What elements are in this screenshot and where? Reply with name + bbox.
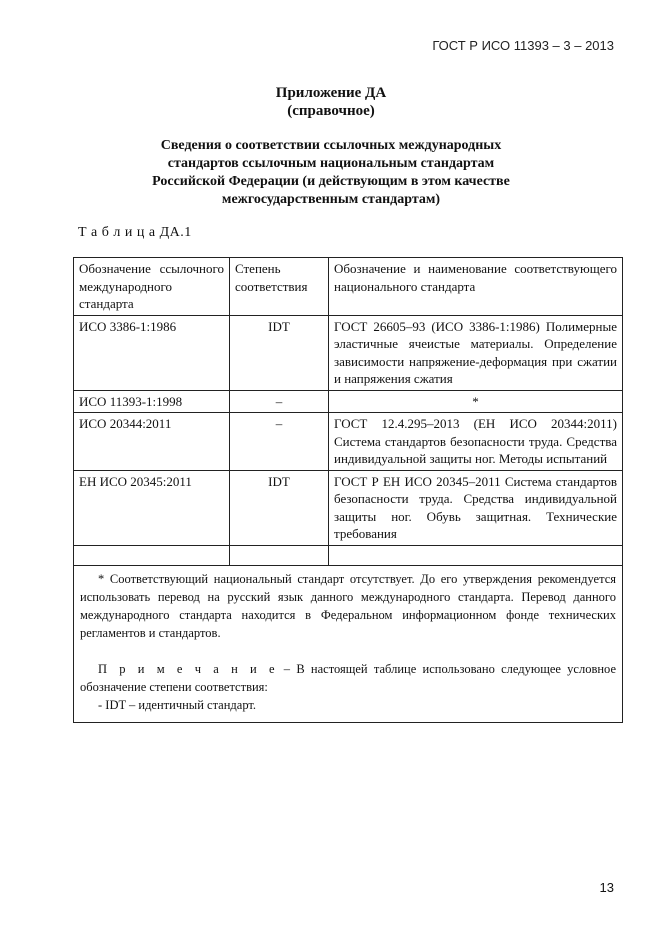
appendix-subtitle: (справочное)	[287, 103, 375, 119]
appendix-heading	[0, 84, 662, 120]
cell-national: ГОСТ 26605–93 (ИСО 3386-1:1986) Полимерные эластичные ячеистые материалы. Определение зависимости напряжение-деформация при сжатии и напряжения сжатия	[329, 315, 623, 390]
header-cell-degree: Степень соответствия	[230, 258, 329, 316]
table-row	[74, 390, 623, 413]
cell-reference: ИСО 11393-1:1998	[74, 390, 230, 413]
table-row	[74, 470, 623, 545]
document-code: ГОСТ Р ИСО 11393 – 3 – 2013	[432, 38, 614, 53]
table-label: Т а б л и ц а ДА.1	[78, 225, 192, 240]
cell-reference: ИСО 3386-1:1986	[74, 315, 230, 390]
footnote-text: * Соответствующий национальный стандарт отсутствует. До его утверждения рекомендуется использовать перевод на русский язык данного международного стандарта. Перевод данного международного стандарта находится в Федеральном информационном фонде технических регламентов и стандартов.	[80, 571, 616, 640]
appendix-title: Приложение ДА	[275, 85, 387, 101]
header-cell-national: Обозначение и наименование соответствующего национального стандарта	[329, 258, 623, 316]
section-title	[0, 137, 662, 209]
cell-reference: ИСО 20344:2011	[74, 413, 230, 471]
cell-national: ГОСТ 12.4.295–2013 (ЕН ИСО 20344:2011) Система стандартов безопасности труда. Средства индивидуальной защиты ног. Методы испытаний	[329, 413, 623, 471]
empty-cell	[329, 545, 623, 565]
section-title-line: Сведения о соответствии ссылочных международных	[160, 138, 502, 153]
footnote-cell	[74, 565, 623, 722]
header-cell-reference: Обозначение ссылочного международного стандарта	[74, 258, 230, 316]
table-footnote-row	[74, 565, 623, 722]
cell-degree: –	[230, 390, 329, 413]
cell-degree: IDT	[230, 470, 329, 545]
note-label: П р и м е ч а н и е	[98, 661, 278, 676]
cell-degree: IDT	[230, 315, 329, 390]
empty-cell	[74, 545, 230, 565]
empty-cell	[230, 545, 329, 565]
table-row	[74, 413, 623, 471]
cell-national: *	[329, 390, 623, 413]
correspondence-table	[73, 257, 623, 723]
cell-national: ГОСТ Р ЕН ИСО 20345–2011 Система стандартов безопасности труда. Средства индивидуальной защиты ног. Обувь защитная. Технические требования	[329, 470, 623, 545]
cell-reference: ЕН ИСО 20345:2011	[74, 470, 230, 545]
table-row	[74, 315, 623, 390]
cell-degree: –	[230, 413, 329, 471]
note-paragraph	[80, 660, 616, 696]
note-item: - IDT – идентичный стандарт.	[98, 697, 257, 712]
correspondence-table-container	[73, 257, 619, 723]
table-empty-row	[74, 545, 623, 565]
section-title-line: Российской Федерации (и действующим в этом качестве	[152, 174, 510, 189]
note-text: – В настоящей таблице использовано следующее условное обозначение степени соответствия:	[80, 661, 617, 694]
page-number: 13	[599, 880, 614, 895]
section-title-line: стандартов ссылочным национальным стандартам	[167, 156, 495, 171]
table-header-row	[74, 258, 623, 316]
section-title-line: межгосударственным стандартам)	[221, 192, 441, 207]
